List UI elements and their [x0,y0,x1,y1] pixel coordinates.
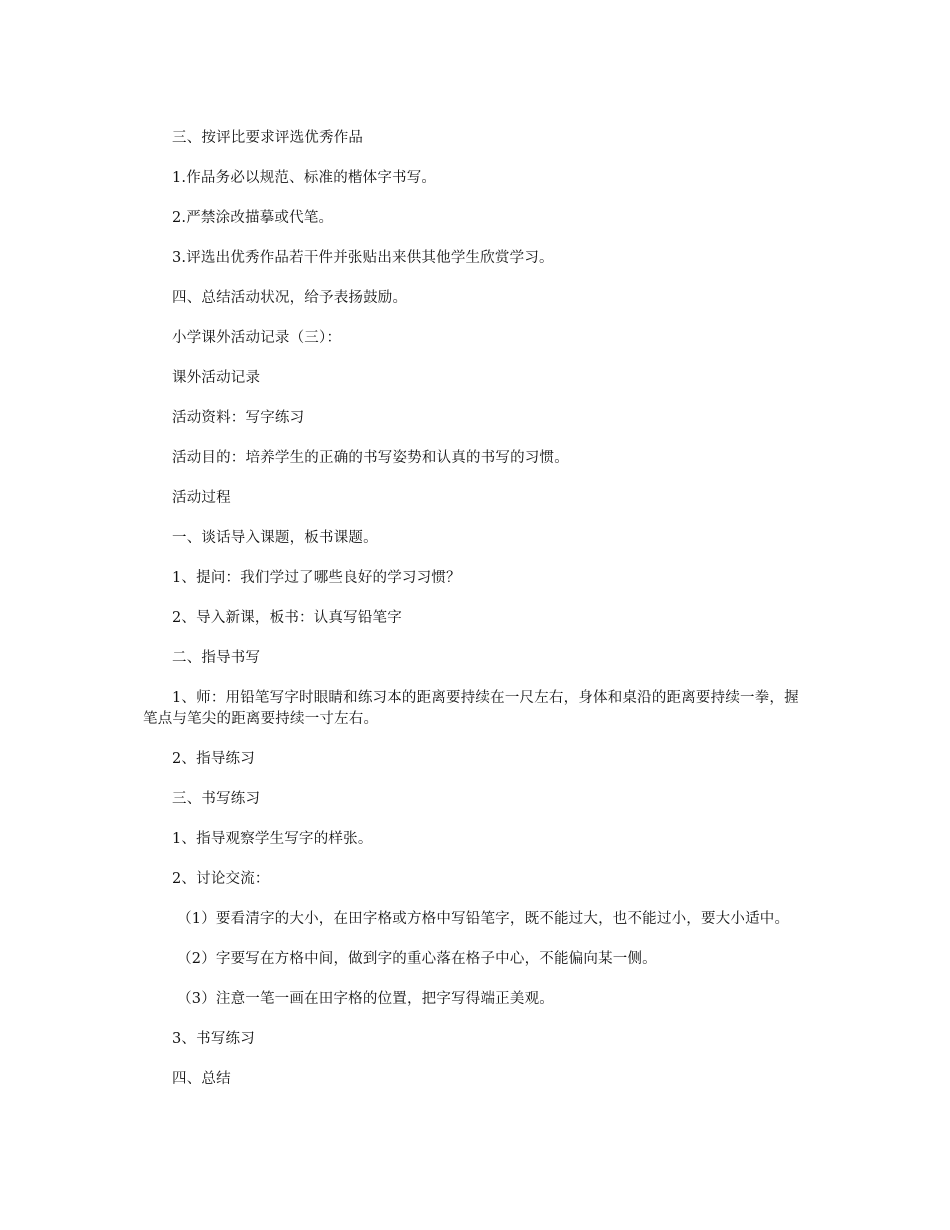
sub-list-item: （3）注意一笔一画在田字格的位置，把字写得端正美观。 [177,991,554,1007]
activity-process-heading: 活动过程 [172,490,231,506]
list-item: 3.评选出优秀作品若干件并张贴出来供其他学生欣赏学习。 [172,250,554,266]
section-heading-2: 二、指导书写 [172,650,261,666]
list-item: 2、指导练习 [172,751,255,767]
list-item: 3、书写练习 [172,1031,255,1047]
sub-list-item: （1）要看清字的大小，在田字格或方格中写铅笔字，既不能过大，也不能过小，要大小适中。 [177,911,790,927]
list-item: 1、提问：我们学过了哪些良好的学习习惯？ [172,570,461,586]
section-heading-4: 四、总结活动状况，给予表扬鼓励。 [172,290,408,306]
sub-list-item: （2）字要写在方格中间，做到字的重心落在格子中心，不能偏向某一侧。 [177,951,657,967]
list-item: 1、指导观察学生写字的样张。 [172,831,373,847]
list-item: 2、导入新课，板书：认真写铅笔字 [172,610,402,626]
activity-material: 活动资料：写字练习 [172,410,305,426]
section-heading-4b: 四、总结 [172,1071,231,1087]
list-item: 1、师：用铅笔写字时眼睛和练习本的距离要持续在一尺左右，身体和桌沿的距离要持续一拳，握笔点与笔尖的距离要持续一寸左右。 [143,690,799,727]
record-title: 小学课外活动记录（三）： [172,330,342,346]
document-body [143,128,808,1109]
activity-goal: 活动目的：培养学生的正确的书写姿势和认真的书写的习惯。 [172,450,569,466]
section-heading-1: 一、谈话导入课题，板书课题。 [172,530,378,546]
section-heading-3b: 三、书写练习 [172,791,261,807]
section-heading-3: 三、按评比要求评选优秀作品 [172,130,364,146]
list-item: 2.严禁涂改描摹或代笔。 [172,210,334,226]
record-subtitle: 课外活动记录 [172,370,261,386]
list-item: 2、讨论交流： [172,871,270,887]
list-item: 1.作品务必以规范、标准的楷体字书写。 [172,170,437,186]
